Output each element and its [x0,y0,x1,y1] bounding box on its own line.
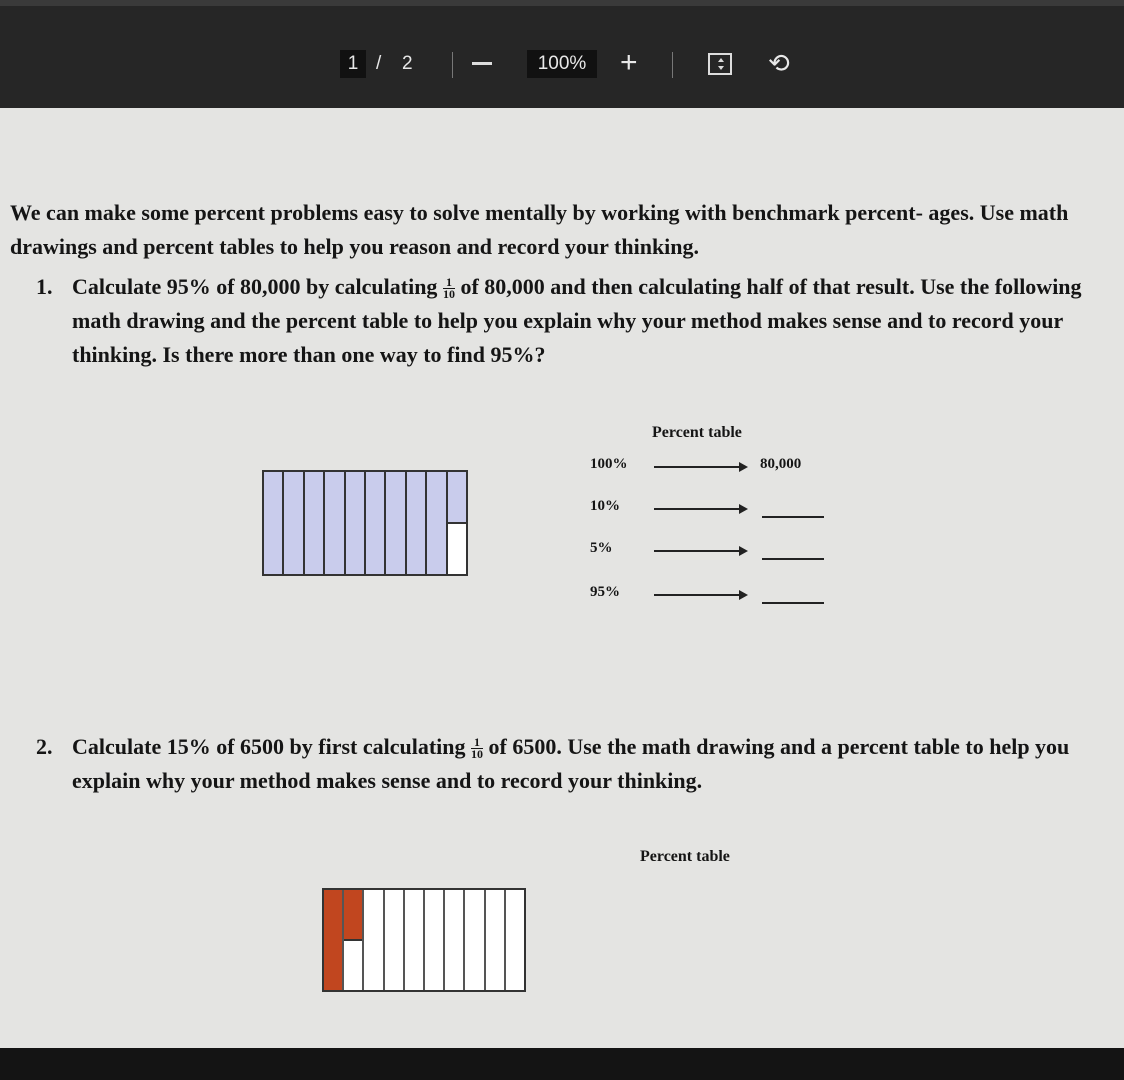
drawing-cell [324,890,344,990]
drawing-cell [284,472,304,574]
zoom-in-icon[interactable]: + [620,46,638,79]
drawing-cell [325,472,345,574]
drawing-cell [346,472,366,574]
drawing-cell [305,472,325,574]
question-2-number: 2. [36,734,53,759]
drawing-cell [486,890,506,990]
question-1-text-start: Calculate 95% of 80,000 by calculating [72,274,438,299]
fraction-one-tenth: $\frac{1}{10}$ [442,275,455,302]
toolbar-divider [672,52,673,78]
arrow-icon [654,508,742,510]
question-2-text-start: Calculate 15% of 6500 by first calculating [72,734,466,759]
percent-table-row: 10% [590,498,830,520]
page-total: 2 [402,53,413,74]
zoom-out-icon[interactable] [472,62,492,65]
zoom-level-input[interactable]: 100% [527,50,597,78]
percent-table-row: 95% [590,584,830,606]
answer-blank[interactable] [762,602,824,604]
question-2 [36,730,1096,798]
math-drawing-1 [262,470,468,576]
math-drawing-2 [322,888,526,992]
drawing-half-cell [344,890,364,990]
drawing-cell [506,890,524,990]
fraction-one-tenth: $\frac{1}{10}$ [471,735,484,762]
question-2-text-end: of 6500. Use the math drawing and a percent table to help you explain why your method makes sense and to record your thinking. [72,734,1070,793]
drawing-cell [264,472,284,574]
pdf-toolbar [0,0,1124,108]
intro-paragraph: We can make some percent problems easy to solve mentally by working with benchmark percent- ages. Use math drawings and percent tables to help you reason and record your thinking. [10,200,1069,259]
arrow-icon [654,594,742,596]
document-page [0,108,1124,1048]
drawing-cell [445,890,465,990]
drawing-cell [465,890,485,990]
rotate-icon[interactable]: ⟲ [768,48,790,78]
question-1-number: 1. [36,274,53,299]
answer-blank[interactable] [762,558,824,560]
fit-page-icon[interactable] [708,53,732,75]
question-1-text-end: of 80,000 and then calculating half of that result. Use the following math drawing and the percent table to help you explain why your method makes sense and to record your thinking. Is there more than one way to find 95%? [72,274,1082,367]
arrow-icon [654,466,742,468]
percent-table-row: 5% [590,540,830,562]
drawing-cell [364,890,384,990]
page-separator: / [376,53,382,74]
percent-table-2-title: Percent table [640,848,730,865]
drawing-cell [407,472,427,574]
drawing-cell [405,890,425,990]
answer-blank[interactable] [762,516,824,518]
percent-table-1-title: Percent table [652,424,742,441]
question-1 [36,270,1096,372]
page-number-input[interactable]: 1 [340,50,366,78]
arrow-icon [654,550,742,552]
drawing-cell [425,890,445,990]
drawing-cell [386,472,406,574]
percent-table-row: 100% 80,000 [590,456,802,472]
drawing-cell [385,890,405,990]
drawing-cell [366,472,386,574]
drawing-half-cell [448,472,466,574]
drawing-cell [427,472,447,574]
toolbar-divider [452,52,453,78]
bottom-bar [0,1048,1124,1080]
